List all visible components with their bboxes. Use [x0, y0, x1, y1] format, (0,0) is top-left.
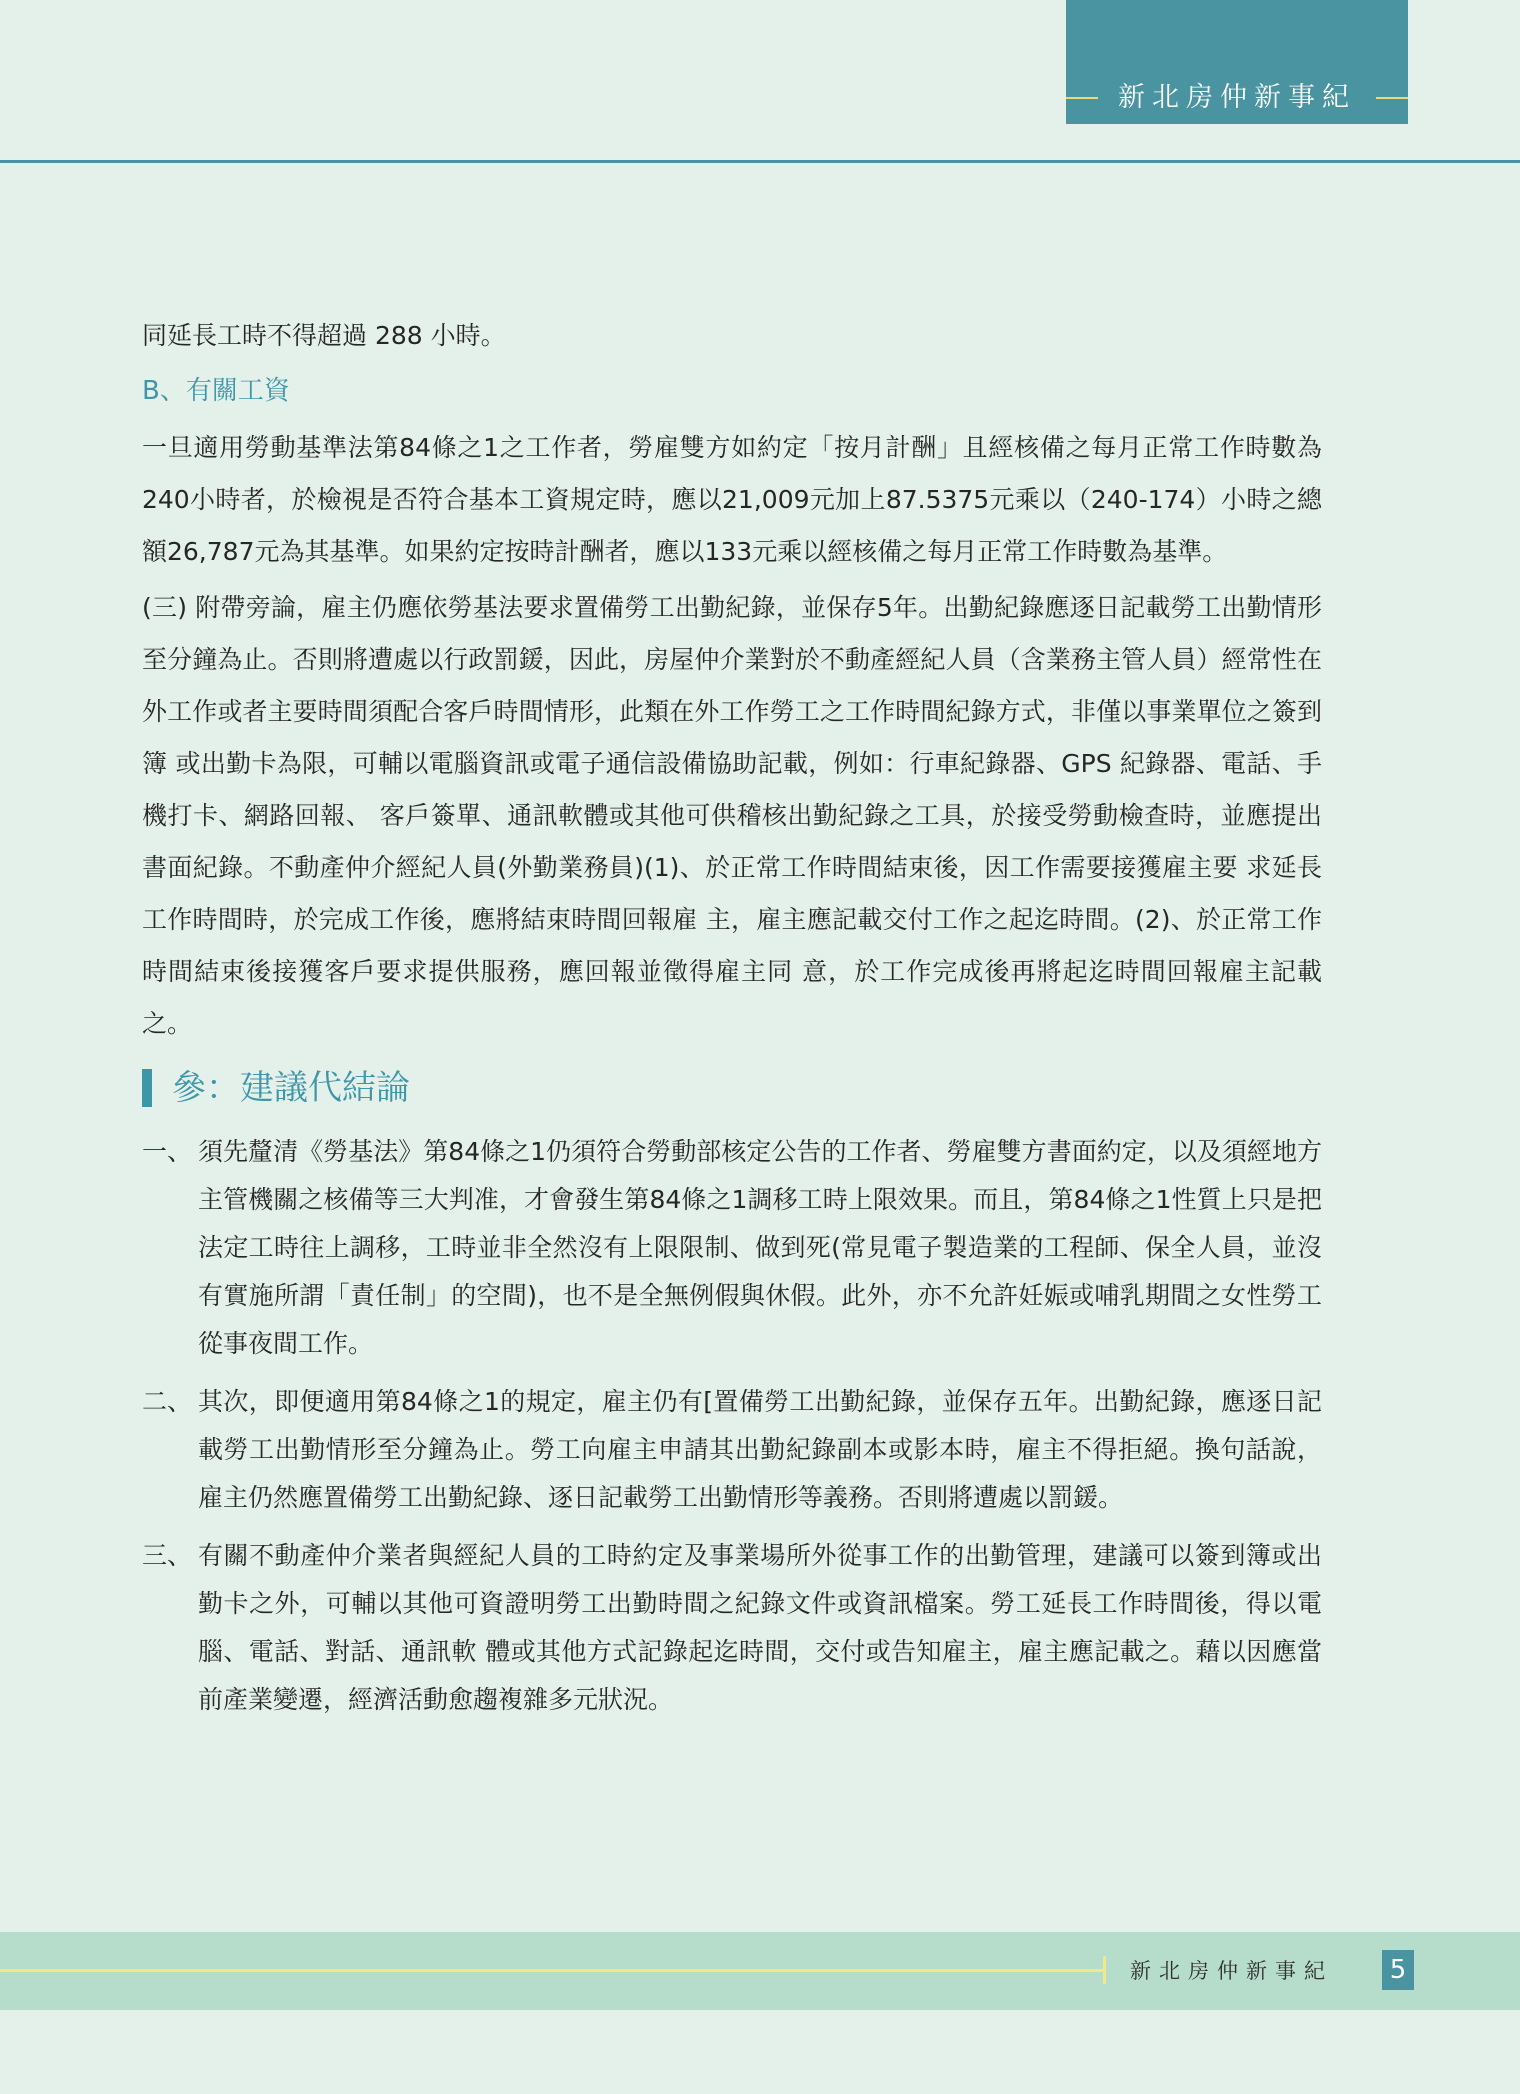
article-body	[142, 310, 1322, 1724]
list-item	[142, 1378, 1322, 1522]
list-item-text: 其次，即便適用第84條之1的規定，雇主仍有[置備勞工出勤紀錄，並保存五年。出勤紀錄，應逐日記載勞工出勤情形至分鐘為止。勞工向雇主申請其出勤紀錄副本或影本時，雇主不得拒絕。換句話說，雇主仍然應置備勞工出勤紀錄、逐日記載勞工出勤情形等義務。否則將遭處以罰鍰。	[198, 1387, 1322, 1512]
footer-band	[0, 1932, 1520, 2010]
conclusion-list	[142, 1128, 1322, 1724]
list-item-text: 有關不動產仲介業者與經紀人員的工時約定及事業場所外從事工作的出勤管理，建議可以簽到簿或出勤卡之外，可輔以其他可資證明勞工出勤時間之紀錄文件或資訊檔案。勞工延長工作時間後，得以電腦、電話、對話、通訊軟 體或其他方式記錄起迄時間，交付或告知雇主，雇主應記載之。藉以因應當前產業變遷，經濟活動愈趨複雜多元狀況。	[198, 1541, 1322, 1714]
footer-title: 新北房仲新事紀	[1130, 1959, 1333, 1983]
sub-heading-wage: B、有關工資	[142, 376, 290, 406]
section-heading-text: 參：建議代結論	[172, 1068, 410, 1108]
paragraph-attendance: (三) 附帶旁論，雇主仍應依勞基法要求置備勞工出勤紀錄，並保存5年。出勤紀錄應逐日記載勞工出勤情形至分鐘為止。否則將遭處以行政罰鍰，因此，房屋仲介業對於不動產經紀人員（含業務主管人員）經常性在外工作或者主要時間須配合客戶時間情形，此類在外工作勞工之工作時間紀錄方式，非僅以事業單位之簽到簿 或出勤卡為限，可輔以電腦資訊或電子通信設備協助記載，例如：行車紀錄器、GPS 紀錄器、電話、手機打卡、網路回報、 客戶簽單、通訊軟體或其他可供稽核出勤紀錄之工具，於接受勞動檢查時，並應提出書面紀錄。不動產仲介經紀人員(外勤業務員)(1)、於正常工作時間結束後，因工作需要接獲雇主要 求延長工作時間時，於完成工作後，應將結束時間回報雇 主，雇主應記載交付工作之起迄時間。(2)、於正常工作時間結束後接獲客戶要求提供服務，應回報並徵得雇主同 意，於工作完成後再將起迄時間回報雇主記載之。	[142, 593, 1322, 1038]
paragraph-wage: 一旦適用勞動基準法第84條之1之工作者，勞雇雙方如約定「按月計酬」且經核備之每月正常工作時數為240小時者，於檢視是否符合基本工資規定時，應以21,009元加上87.5375元乘以（240-174）小時之總額26,787元為其基準。如果約定按時計酬者，應以133元乘以經核備之每月正常工作時數為基準。	[142, 433, 1322, 566]
section-heading-bar	[142, 1069, 152, 1107]
list-item	[142, 1128, 1322, 1368]
section-heading	[142, 1056, 1322, 1120]
list-item-marker: 一、	[142, 1137, 193, 1166]
footer-rule	[0, 1969, 1104, 1972]
header-divider	[0, 160, 1520, 163]
intro-line: 同延長工時不得超過 288 小時。	[142, 321, 506, 350]
footer-rule-tick	[1103, 1956, 1106, 1984]
header-dash-right	[1376, 97, 1408, 99]
list-item-text: 須先釐清《勞基法》第84條之1仍須符合勞動部核定公告的工作者、勞雇雙方書面約定，以及須經地方主管機關之核備等三大判准，才會發生第84條之1調移工時上限效果。而且，第84條之1性質上只是把法定工時往上調移，工時並非全然沒有上限限制、做到死(常見電子製造業的工程師、保全人員，並沒有實施所謂「責任制」的空間)，也不是全無例假與休假。此外，亦不允許妊娠或哺乳期間之女性勞工從事夜間工作。	[198, 1137, 1322, 1358]
header-dash-left	[1066, 97, 1098, 99]
list-item-marker: 三、	[142, 1541, 193, 1570]
list-item-marker: 二、	[142, 1387, 193, 1416]
header-title: 新北房仲新事紀	[1118, 82, 1356, 113]
page-number: 5	[1382, 1950, 1414, 1990]
list-item	[142, 1532, 1322, 1724]
header-tab	[1066, 0, 1408, 124]
